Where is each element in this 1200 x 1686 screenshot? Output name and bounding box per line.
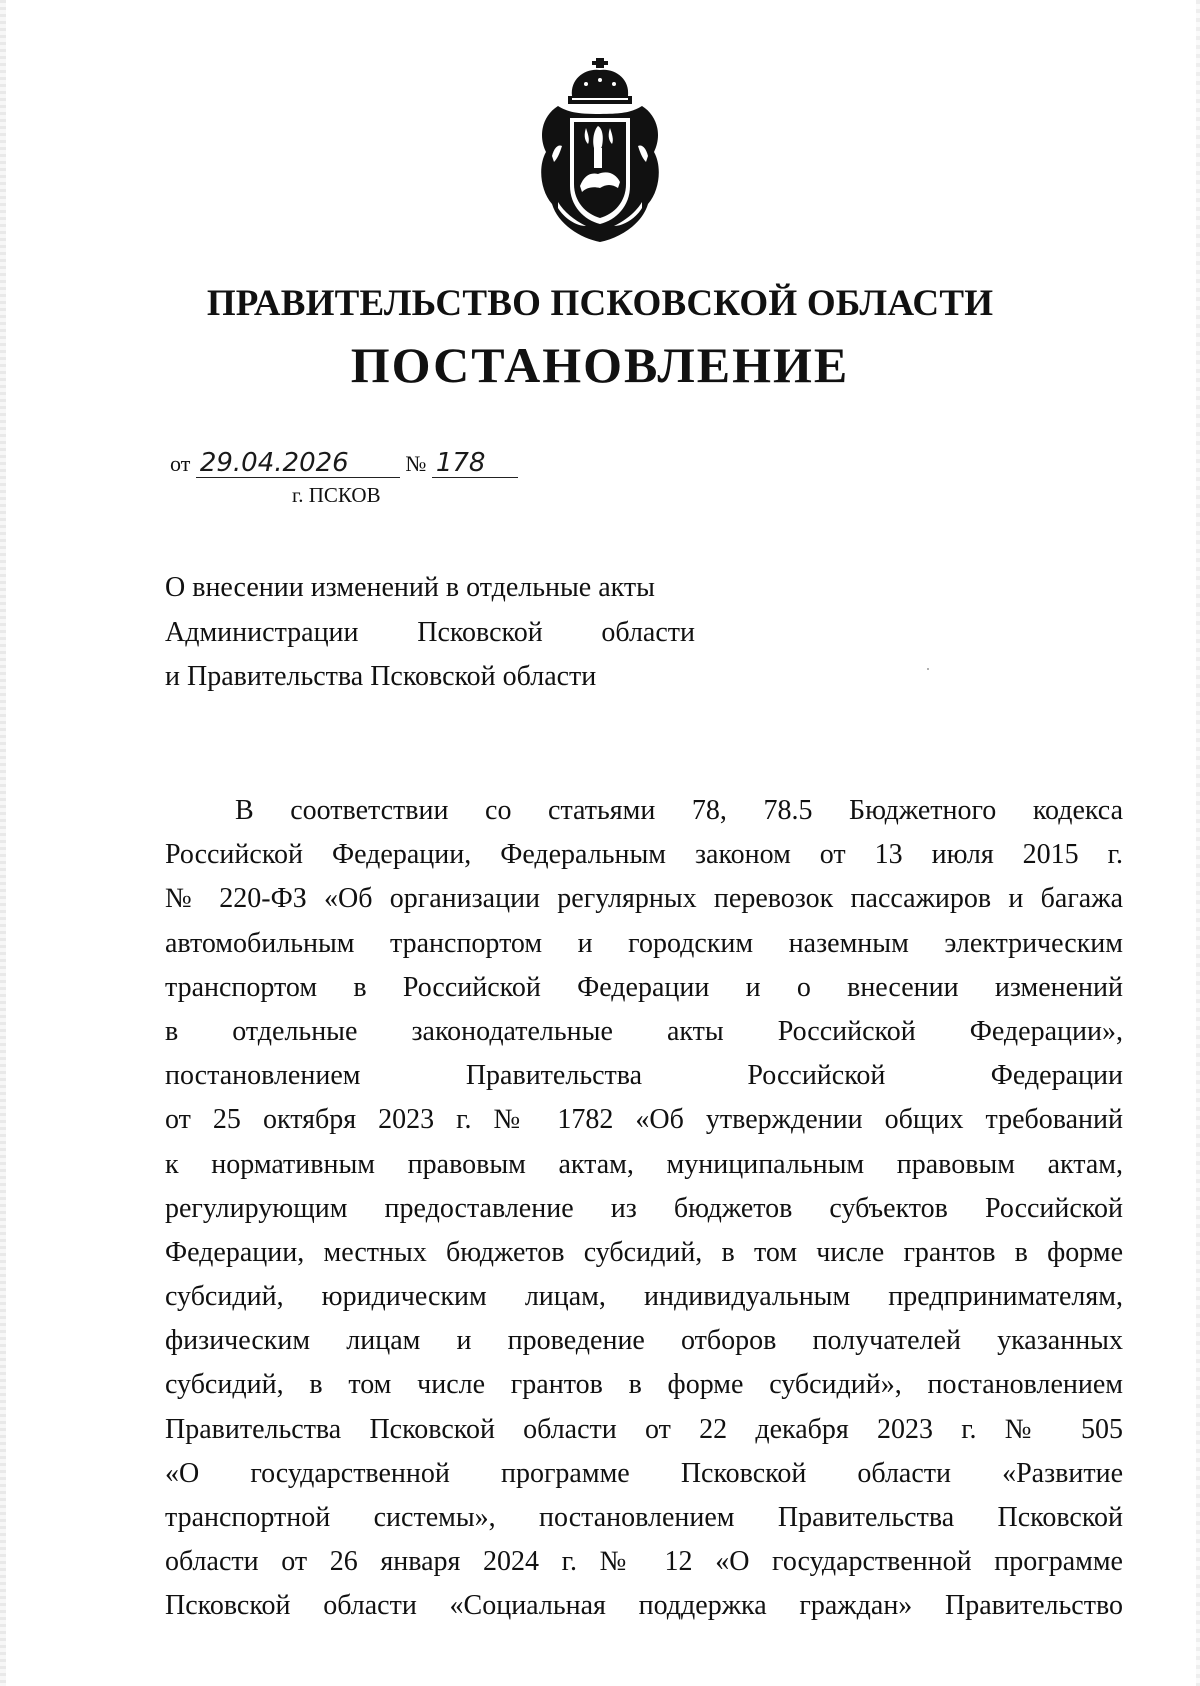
document-body [165,789,1123,1629]
body-line: Псковской области «Социальная поддержка граждан» Правительство [165,1590,1123,1622]
body-line: Правительства Псковской области от 22 декабря 2023 г. № 505 [165,1413,1123,1445]
scan-edge-right [1196,0,1200,1686]
registration-line [170,449,518,478]
body-line: Российской Федерации, Федеральным законом от 13 июля 2015 г. [165,839,1123,871]
body-line: от 25 октября 2023 г. № 1782 «Об утверждении общих требований [165,1104,1123,1136]
body-line: транспортной системы», постановлением Правительства Псковской [165,1502,1123,1533]
body-line: транспортом в Российской Федерации и о внесении изменений [165,971,1123,1003]
body-line: «О государственной программе Псковской области «Развитие [165,1457,1123,1489]
body-line: в отдельные законодательные акты Российской Федерации», [165,1015,1123,1047]
document-type-title: ПОСТАНОВЛЕНИЕ [350,337,850,393]
number-prefix: № [405,451,427,476]
body-line: постановлением Правительства Российской Федерации [165,1060,1123,1092]
body-line: к нормативным правовым актам, муниципальным правовым актам, [165,1148,1123,1180]
body-line: В соответствии со статьями 78, 78.5 Бюджетного кодекса [235,795,1123,826]
body-line: субсидий, юридическим лицам, индивидуальным предпринимателям, [165,1281,1123,1313]
coat-of-arms-icon [528,56,672,246]
subject-line: Администрации Псковской области [165,616,695,648]
date-prefix: от [170,451,191,476]
handwritten-date: 29.04.2026 [196,449,400,478]
scan-speck [927,668,929,670]
body-line: субсидий, в том числе грантов в форме субсидий», постановлением [165,1369,1123,1401]
body-line: № 220-ФЗ «Об организации регулярных перевозок пассажиров и багажа [165,883,1123,915]
subject-line: и Правительства Псковской области [165,661,597,692]
body-line: автомобильным транспортом и городским наземным электрическим [165,927,1123,959]
city-label: г. ПСКОВ [292,483,381,507]
document-subject [165,566,695,700]
organization-title: ПРАВИТЕЛЬСТВО ПСКОВСКОЙ ОБЛАСТИ [206,283,994,324]
body-line: Федерации, местных бюджетов субсидий, в том числе грантов в форме [165,1236,1123,1268]
subject-line: О внесении изменений в отдельные акты [165,572,655,603]
body-line: области от 26 января 2024 г. № 12 «О государственной программе [165,1546,1123,1578]
body-line: физическим лицам и проведение отборов получателей указанных [165,1325,1123,1357]
body-line: регулирующим предоставление из бюджетов субъектов Российской [165,1192,1123,1224]
scan-edge-left [0,0,6,1686]
handwritten-number: 178 [432,449,518,478]
